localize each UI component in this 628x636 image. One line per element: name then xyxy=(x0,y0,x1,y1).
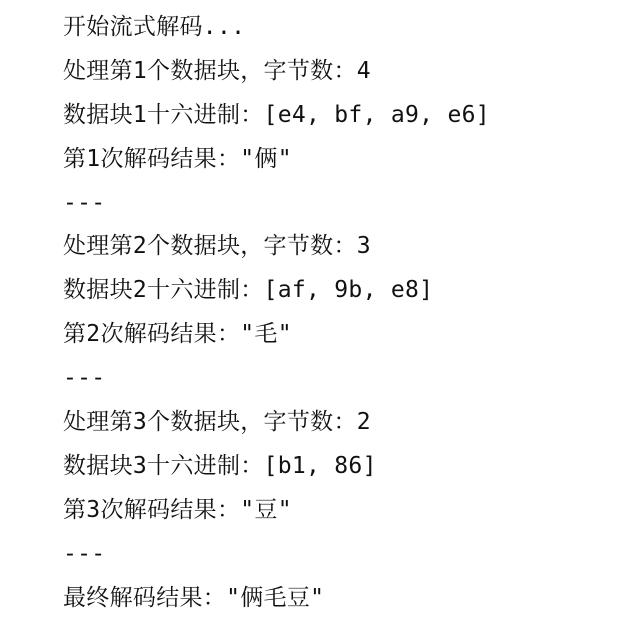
output-line-chunk2-result: 第2次解码结果："毛" xyxy=(63,321,292,348)
output-separator: --- xyxy=(63,365,106,392)
output-line-chunk1-info: 处理第1个数据块，字节数：4 xyxy=(63,57,371,84)
output-line-chunk1-hex: 数据块1十六进制：[e4, bf, a9, e6] xyxy=(63,101,490,128)
output-line-chunk2-info: 处理第2个数据块，字节数：3 xyxy=(63,233,371,260)
output-line-chunk3-result: 第3次解码结果："豆" xyxy=(63,496,292,523)
output-separator: --- xyxy=(63,540,106,567)
output-line-start: 开始流式解码... xyxy=(63,14,246,40)
output-line-chunk3-info: 处理第3个数据块，字节数：2 xyxy=(63,409,371,436)
output-separator: --- xyxy=(63,189,106,216)
output-line-final-result: 最终解码结果："俩毛豆" xyxy=(63,584,325,611)
console-output xyxy=(63,6,623,620)
output-line-chunk1-result: 第1次解码结果："俩" xyxy=(63,145,292,172)
output-line-chunk2-hex: 数据块2十六进制：[af, 9b, e8] xyxy=(63,277,434,304)
output-line-chunk3-hex: 数据块3十六进制：[b1, 86] xyxy=(63,452,377,479)
